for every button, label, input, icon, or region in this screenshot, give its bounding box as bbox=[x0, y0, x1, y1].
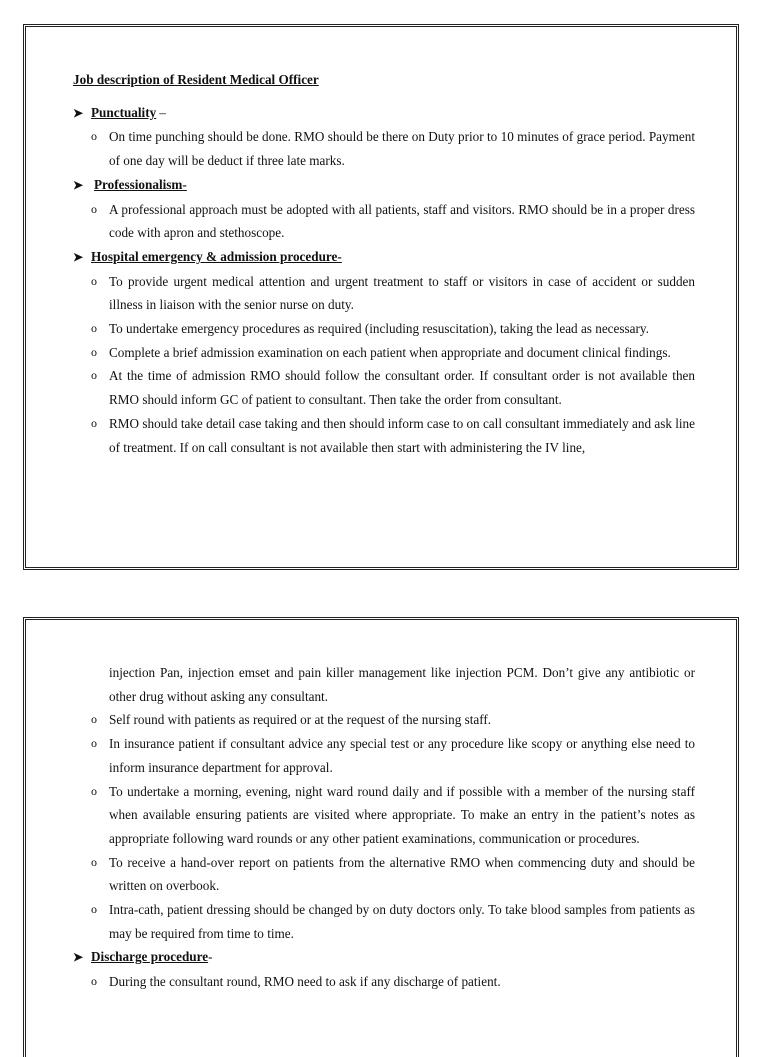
list-item: o On time punching should be done. RMO should be there on Duty prior to 10 minutes of grace period. Payment of one day will be deduct if three late marks. bbox=[73, 125, 695, 172]
document-page-2 bbox=[23, 617, 739, 1057]
circle-bullet-icon: o bbox=[91, 783, 97, 798]
page-1-content bbox=[73, 68, 695, 459]
arrow-bullet-icon: ➤ bbox=[73, 249, 84, 264]
circle-bullet-icon: o bbox=[91, 273, 97, 288]
section-heading-punctuality: ➤ Punctuality – bbox=[73, 101, 695, 126]
section-heading-emergency: ➤ Hospital emergency & admission procedure- bbox=[73, 245, 695, 270]
document-page-1 bbox=[23, 24, 739, 570]
section-heading-discharge: ➤ Discharge procedure - bbox=[73, 945, 695, 970]
page-2-content bbox=[73, 661, 695, 994]
circle-bullet-icon: o bbox=[91, 736, 97, 751]
list-item: o Intra-cath, patient dressing should be changed by on duty doctors only. To take blood samples from patients as may be required from time to time. bbox=[73, 898, 695, 945]
circle-bullet-icon: o bbox=[91, 201, 97, 216]
circle-bullet-icon: o bbox=[91, 129, 97, 144]
circle-bullet-icon: o bbox=[91, 344, 97, 359]
continued-text: injection Pan, injection emset and pain killer management like injection PCM. Don’t give any antibiotic or other drug without asking any consultant. bbox=[109, 665, 695, 704]
list-item: o Complete a brief admission examination on each patient when appropriate and document clinical findings. bbox=[73, 341, 695, 365]
list-item: o During the consultant round, RMO need to ask if any discharge of patient. bbox=[73, 970, 695, 994]
arrow-bullet-icon: ➤ bbox=[73, 177, 84, 192]
circle-bullet-icon: o bbox=[91, 712, 97, 727]
list-item: o At the time of admission RMO should follow the consultant order. If consultant order is not available then RMO should inform GC of patient to consultant. Then take the order from consultant. bbox=[73, 364, 695, 411]
circle-bullet-icon: o bbox=[91, 415, 97, 430]
list-item: o A professional approach must be adopted with all patients, staff and visitors. RMO should be in a proper dress code with apron and stethoscope. bbox=[73, 198, 695, 245]
document-title: Job description of Resident Medical Officer bbox=[73, 72, 319, 87]
arrow-bullet-icon: ➤ bbox=[73, 105, 84, 120]
list-item: o To receive a hand-over report on patients from the alternative RMO when commencing duty and should be written on overbook. bbox=[73, 851, 695, 898]
section-heading-professionalism: ➤ Professionalism- bbox=[73, 173, 695, 198]
circle-bullet-icon: o bbox=[91, 974, 97, 989]
list-item: o RMO should take detail case taking and then should inform case to on call consultant immediately and ask line of treatment. If on call consultant is not available then start with administering the IV line, bbox=[73, 412, 695, 459]
circle-bullet-icon: o bbox=[91, 368, 97, 383]
list-item: o Self round with patients as required or at the request of the nursing staff. bbox=[73, 708, 695, 732]
arrow-bullet-icon: ➤ bbox=[73, 950, 84, 965]
circle-bullet-icon: o bbox=[91, 321, 97, 336]
circle-bullet-icon: o bbox=[91, 854, 97, 869]
list-item: o In insurance patient if consultant advice any special test or any procedure like scopy or anything else need to inform insurance department for approval. bbox=[73, 732, 695, 779]
list-item: o To provide urgent medical attention and urgent treatment to staff or visitors in case of accident or sudden illness in liaison with the senior nurse on duty. bbox=[73, 270, 695, 317]
list-item: o To undertake emergency procedures as required (including resuscitation), taking the lead as necessary. bbox=[73, 317, 695, 341]
list-item: o To undertake a morning, evening, night ward round daily and if possible with a member of the nursing staff when available ensuring patients are visited where appropriate. To make an entry in the patient’s notes as appropriate following ward rounds or any other patient examinations, communication or procedures. bbox=[73, 780, 695, 851]
circle-bullet-icon: o bbox=[91, 902, 97, 917]
